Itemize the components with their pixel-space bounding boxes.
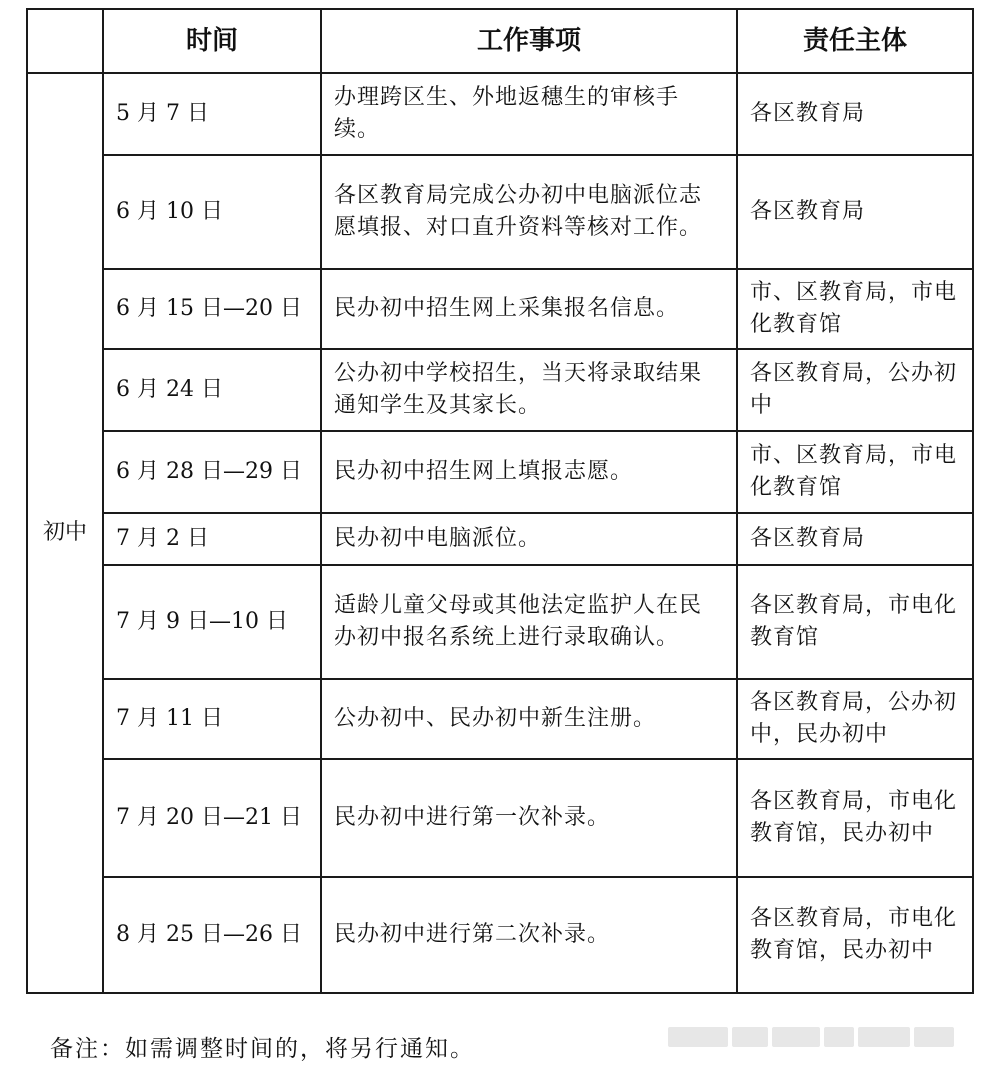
owner-cell: 各区教育局，市电化教育馆	[737, 565, 973, 679]
task-cell: 公办初中、民办初中新生注册。	[321, 679, 737, 759]
time-cell: 7 月 2 日	[103, 513, 321, 565]
owner-cell: 各区教育局	[737, 155, 973, 269]
task-cell: 公办初中学校招生，当天将录取结果通知学生及其家长。	[321, 349, 737, 431]
task-cell: 民办初中招生网上填报志愿。	[321, 431, 737, 513]
table-row	[27, 877, 973, 993]
table-row	[27, 679, 973, 759]
table-row	[27, 565, 973, 679]
time-cell: 6 月 28 日—29 日	[103, 431, 321, 513]
time-cell: 6 月 24 日	[103, 349, 321, 431]
time-cell: 6 月 15 日—20 日	[103, 269, 321, 349]
table-row	[27, 513, 973, 565]
table-row	[27, 73, 973, 155]
table-row	[27, 349, 973, 431]
owner-cell: 各区教育局，市电化教育馆，民办初中	[737, 759, 973, 877]
task-cell: 办理跨区生、外地返穗生的审核手续。	[321, 73, 737, 155]
school-level-cell: 初中	[27, 73, 103, 993]
blurred-watermark	[668, 1022, 968, 1052]
time-cell: 6 月 10 日	[103, 155, 321, 269]
time-cell: 7 月 11 日	[103, 679, 321, 759]
table-row	[27, 759, 973, 877]
schedule-sheet	[26, 8, 972, 994]
owner-cell: 市、区教育局，市电化教育馆	[737, 269, 973, 349]
enrollment-schedule-table	[26, 8, 974, 994]
time-cell: 7 月 20 日—21 日	[103, 759, 321, 877]
time-cell: 7 月 9 日—10 日	[103, 565, 321, 679]
owner-cell: 各区教育局，公办初中	[737, 349, 973, 431]
time-cell: 5 月 7 日	[103, 73, 321, 155]
task-cell: 民办初中进行第二次补录。	[321, 877, 737, 993]
task-cell: 各区教育局完成公办初中电脑派位志愿填报、对口直升资料等核对工作。	[321, 155, 737, 269]
table-row	[27, 431, 973, 513]
time-cell: 8 月 25 日—26 日	[103, 877, 321, 993]
task-cell: 民办初中电脑派位。	[321, 513, 737, 565]
task-cell: 适龄儿童父母或其他法定监护人在民办初中报名系统上进行录取确认。	[321, 565, 737, 679]
header-time: 时间	[103, 9, 321, 73]
header-level	[27, 9, 103, 73]
header-task: 工作事项	[321, 9, 737, 73]
owner-cell: 各区教育局	[737, 513, 973, 565]
owner-cell: 各区教育局，市电化教育馆，民办初中	[737, 877, 973, 993]
owner-cell: 各区教育局，公办初中，民办初中	[737, 679, 973, 759]
owner-cell: 各区教育局	[737, 73, 973, 155]
table-header-row	[27, 9, 973, 73]
task-cell: 民办初中进行第一次补录。	[321, 759, 737, 877]
header-owner: 责任主体	[737, 9, 973, 73]
owner-cell: 市、区教育局，市电化教育馆	[737, 431, 973, 513]
footnote: 备注：如需调整时间的，将另行通知。	[50, 1036, 475, 1062]
table-row	[27, 269, 973, 349]
table-row	[27, 155, 973, 269]
task-cell: 民办初中招生网上采集报名信息。	[321, 269, 737, 349]
